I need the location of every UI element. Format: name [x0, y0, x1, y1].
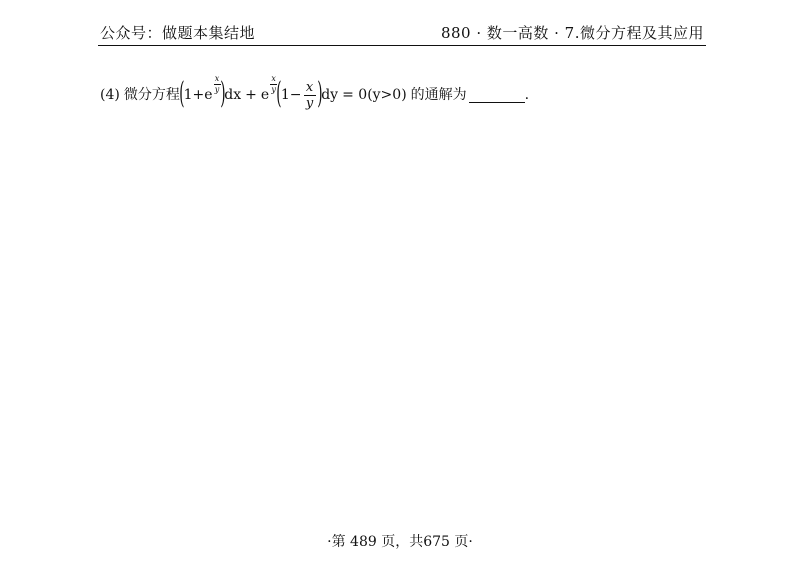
left-paren-2: (	[276, 76, 282, 111]
dx-term: dx	[224, 87, 242, 103]
plus-sign: +	[192, 87, 205, 103]
question-number: (4)	[100, 87, 120, 103]
left-paren: (	[179, 76, 185, 111]
answer-blank	[469, 88, 525, 103]
right-paren: )	[219, 76, 226, 111]
condition: (y>0)	[367, 87, 407, 103]
question-prefix: 微分方程	[123, 87, 180, 103]
period: .	[524, 87, 530, 103]
header-divider	[98, 45, 706, 46]
dy-term: dy	[321, 87, 339, 103]
page-number: ·第 489 页，共675 页·	[327, 534, 473, 550]
question-suffix: 的通解为	[410, 87, 467, 103]
exp-base: e	[204, 87, 213, 103]
exponent-fraction-2: x y	[271, 73, 276, 94]
minus-sign: −	[289, 87, 302, 103]
fraction-x-over-y: $\frac{x}{y}$	[304, 80, 316, 111]
exponent-fraction: x y	[214, 73, 220, 94]
header-source: 公众号：做题本集结地	[100, 24, 256, 42]
exp-base-2: e	[260, 87, 270, 103]
term-one-2: 1	[280, 87, 290, 103]
header-chapter: 880 · 数一高数 · 7.微分方程及其应用	[440, 24, 704, 42]
right-paren-2: )	[316, 76, 322, 111]
term-one: 1	[183, 87, 193, 103]
question-4	[100, 75, 529, 115]
plus-sign-2: +	[245, 87, 257, 103]
equals-zero: = 0	[342, 87, 368, 103]
